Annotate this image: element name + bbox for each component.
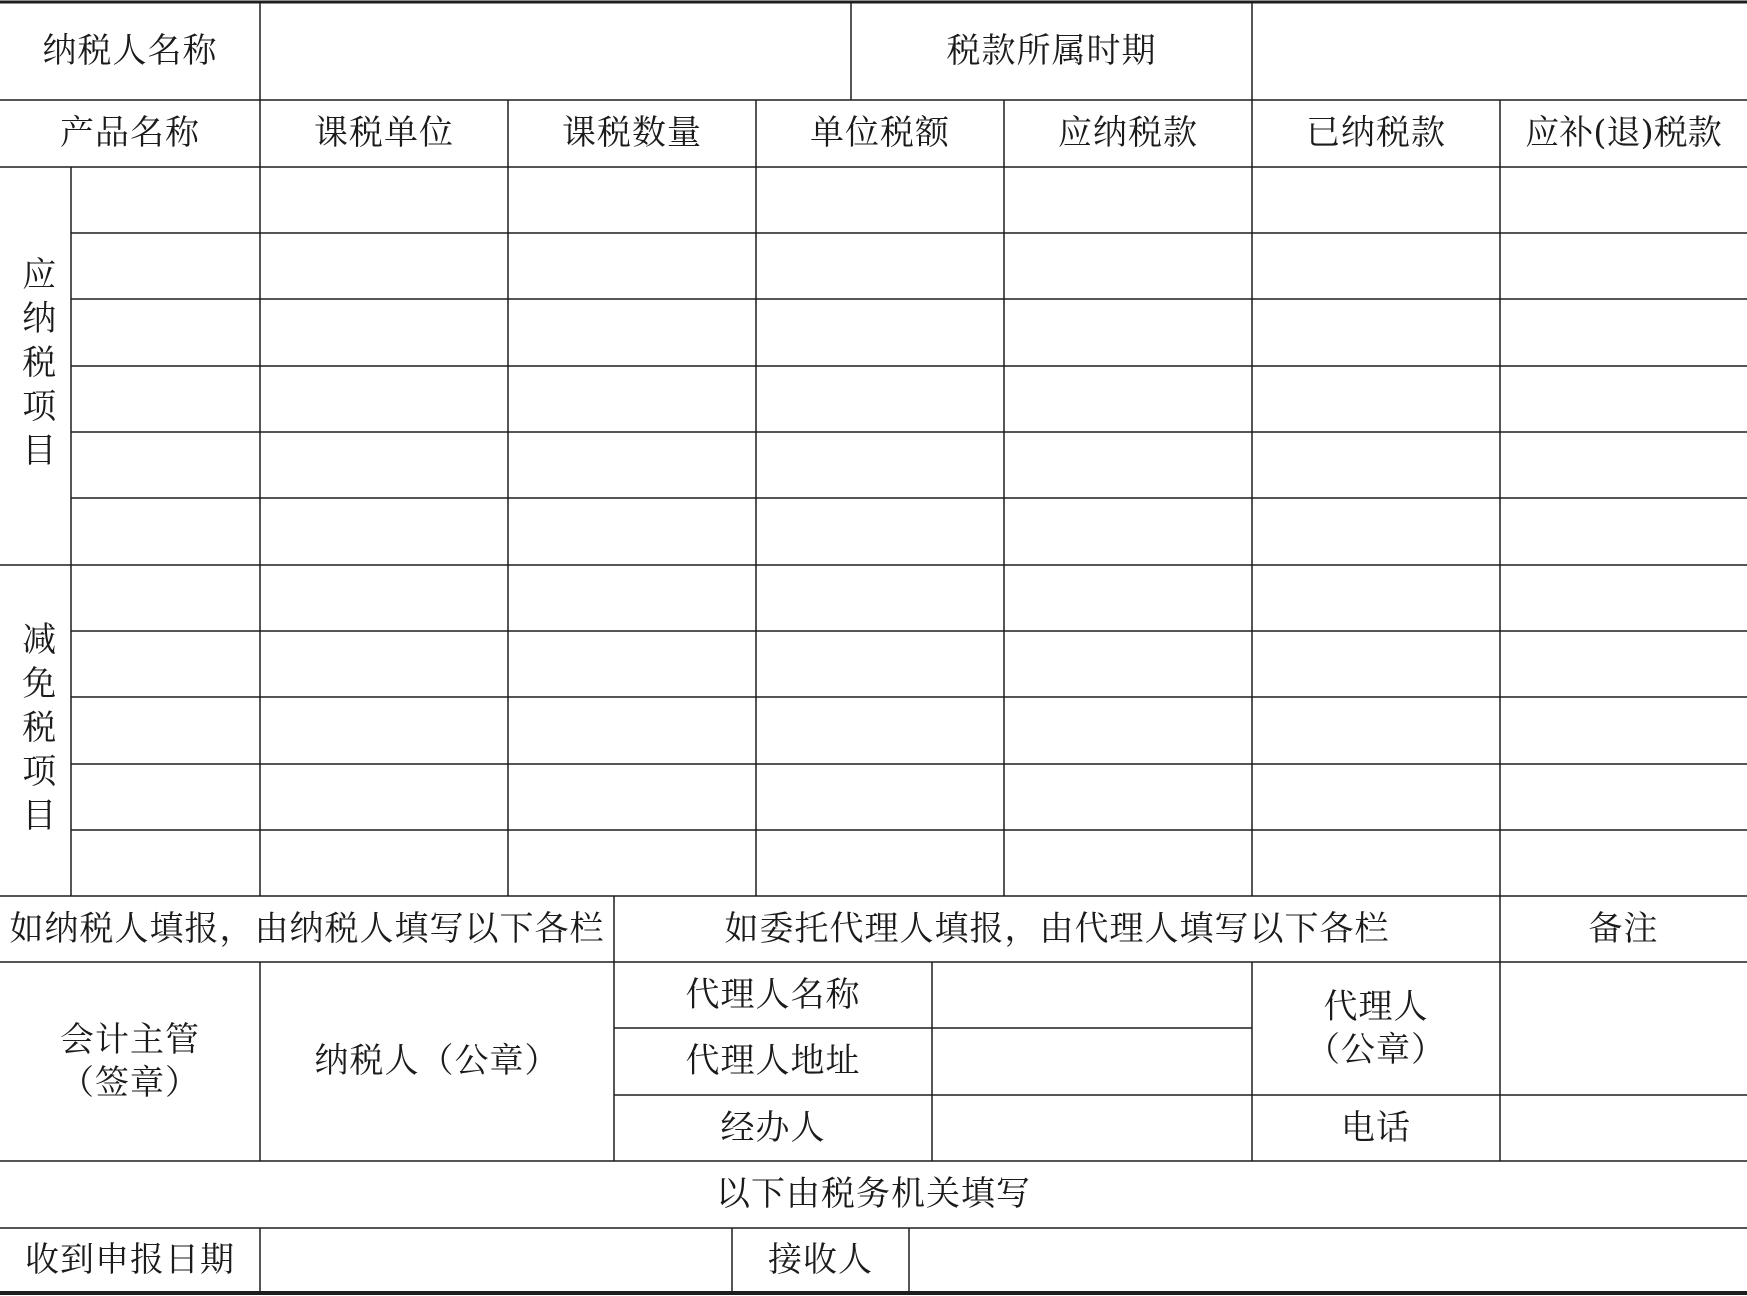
phone-field[interactable]: [1501, 1096, 1747, 1160]
section-label-exempt-items: [0, 565, 71, 896]
exempt-items-entry-area[interactable]: [72, 566, 1747, 895]
agent-seal-field[interactable]: [1501, 963, 1747, 1094]
handler-field[interactable]: [933, 1096, 1251, 1160]
agent-address-label: 代理人地址: [685, 1041, 861, 1082]
agent-seal-label-line1: 代理人: [1323, 987, 1429, 1027]
agent-address-field[interactable]: [933, 1029, 1251, 1094]
agent-filing-header: 如委托代理人填报，由代理人填写以下各栏: [724, 908, 1390, 949]
agent-seal-label: [1252, 962, 1500, 1095]
column-header-tax-paid: 已纳税款: [1306, 113, 1446, 154]
handler-label: 经办人: [720, 1107, 826, 1148]
received-date-field[interactable]: [261, 1229, 731, 1292]
taxpayer-name-field[interactable]: [261, 3, 850, 99]
column-header-tax-due-refund: 应补(退)税款: [1525, 113, 1722, 154]
taxable-items-entry-area[interactable]: [72, 168, 1747, 564]
column-header-unit-tax-amount: 单位税额: [810, 113, 950, 154]
section-label-taxable-items: [0, 167, 71, 565]
receiver-field[interactable]: [910, 1229, 1747, 1292]
agent-name-label: 代理人名称: [685, 974, 861, 1015]
section-label-taxable-items-text: 应纳税项目: [15, 256, 56, 476]
tax-office-section-title: 以下由税务机关填写: [716, 1174, 1031, 1215]
tax-period-label: 税款所属时期: [946, 30, 1157, 71]
accounting-supervisor-seal-note: （签章）: [60, 1062, 200, 1103]
agent-name-field[interactable]: [933, 963, 1251, 1027]
accounting-supervisor-signature[interactable]: [0, 962, 260, 1161]
accounting-supervisor-label: 会计主管: [60, 1020, 200, 1060]
column-header-product-name: 产品名称: [60, 113, 200, 154]
taxpayer-seal[interactable]: 纳税人（公章）: [314, 1041, 560, 1082]
tax-period-field[interactable]: [1253, 3, 1747, 99]
receiver-label: 接收人: [768, 1240, 873, 1281]
column-header-tax-payable: 应纳税款: [1058, 113, 1198, 154]
remarks-label: 备注: [1588, 908, 1659, 949]
phone-label: 电话: [1341, 1107, 1411, 1148]
self-filing-header: 如纳税人填报，由纳税人填写以下各栏: [9, 908, 605, 949]
taxpayer-name-label: 纳税人名称: [42, 30, 218, 71]
agent-seal-label-line2: （公章）: [1306, 1029, 1446, 1070]
received-date-label: 收到申报日期: [25, 1240, 235, 1281]
column-header-tax-unit: 课税单位: [314, 113, 454, 154]
section-label-exempt-items-text: 减免税项目: [15, 620, 56, 841]
column-header-tax-quantity: 课税数量: [562, 113, 702, 154]
